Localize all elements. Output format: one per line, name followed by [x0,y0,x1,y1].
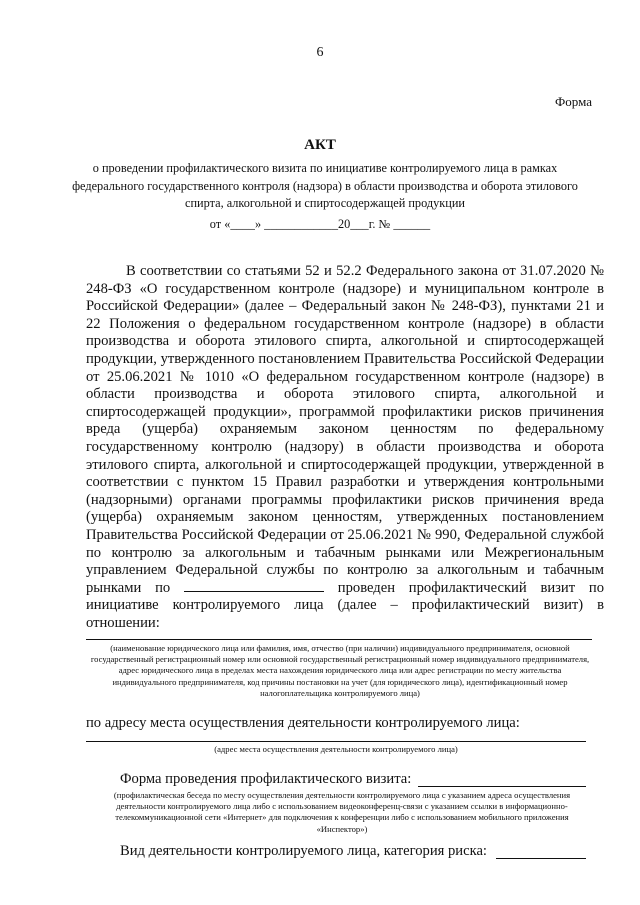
address-note: (адрес места осуществления деятельности контролируемого лица) [214,744,458,754]
form-label: Форма [555,94,592,109]
activity-line [496,858,586,859]
address-heading: по адресу места осуществления деятельности контролируемого лица: [86,715,520,731]
authority-blank [184,591,324,592]
date-number-line: от «____» ____________20___г. № ______ [209,217,431,231]
entity-note: (наименование юридического лица или фамилия, имя, отчество (при наличии) индивидуального предпринимателя, основной государственный регистрационный номер или основной государственный регистрационный номер индивидуального предпринимателя, адрес юридического лица в пределах места нахождения юридического лица или адрес регистрации по месту жительства индивидуального предпринимателя, код причины постановки на учет (для юридического лица), идентификационный номер налогоплательщика контролируемого лица) [90,643,590,698]
entity-line [86,639,592,640]
visit-form-heading: Форма проведения профилактического визита: [120,771,412,787]
body-paragraph [86,263,604,632]
body-paragraph-text: В соответствии со статьями 52 и 52.2 Федерального закона от 31.07.2020 № 248-ФЗ «О государственном контроле (надзоре) и муниципальном контроле в Российской Федерации» (далее – Федеральный закон № 248-ФЗ), пунктами 21 и 22 Положения о федеральном государственном контроле (надзоре) в области производства и оборота этилового спирта, алкогольной и спиртосодержащей продукции, утвержденного постановлением Правительства Российской Федерации от 25.06.2021 № 1010 «О федеральном государственном контроле (надзоре) в области производства и оборота этилового спирта, алкогольной и спиртосодержащей продукции», программой профилактики рисков причинения вреда (ущерба) охраняемым законом ценностям по федеральному государственному контролю (надзору) в области производства и оборота этилового спирта, алкогольной и спиртосодержащей продукции, утвержденной в соответствии с пунктом 15 Правил разработки и утверждения контрольными (надзорными) органами программы профилактики рисков причинения вреда (ущерба) охраняемым законом ценностям, утвержденных постановлением Правительства Российской Федерации от 25.06.2021 № 990, Федеральной службой по контролю за алкогольным и табачным рынками или Межрегиональным управлением Федеральной службы по контролю за алкогольным и табачным рынками по [86,263,604,596]
page-number: 6 [316,45,324,60]
body-paragraph-continuation: проведен профилактический визит по инициативе контролируемого лица (далее – профилактический визит) в отношении: [86,579,605,631]
visit-form-line [418,786,586,787]
visit-form-note: (профилактическая беседа по месту осуществления деятельности контролируемого лица с указанием адреса осуществления деятельности контролируемого лица либо с использованием видеоконференц-связи с указанием ссылки в информационно-телекоммуникационной сети «Интернет» для подключения к конференции либо с использованием мобильного приложения «Инспектор») [113,790,571,834]
document-subtitle: о проведении профилактического визита по инициативе контролируемого лица в рамках федерального государственного контроля (надзора) в области производства и оборота этилового спирта, алкогольной и спиртосодержащей продукции [72,161,578,210]
address-line [86,741,586,742]
document-title: АКТ [304,137,336,153]
activity-heading: Вид деятельности контролируемого лица, категория риска: [120,843,487,859]
